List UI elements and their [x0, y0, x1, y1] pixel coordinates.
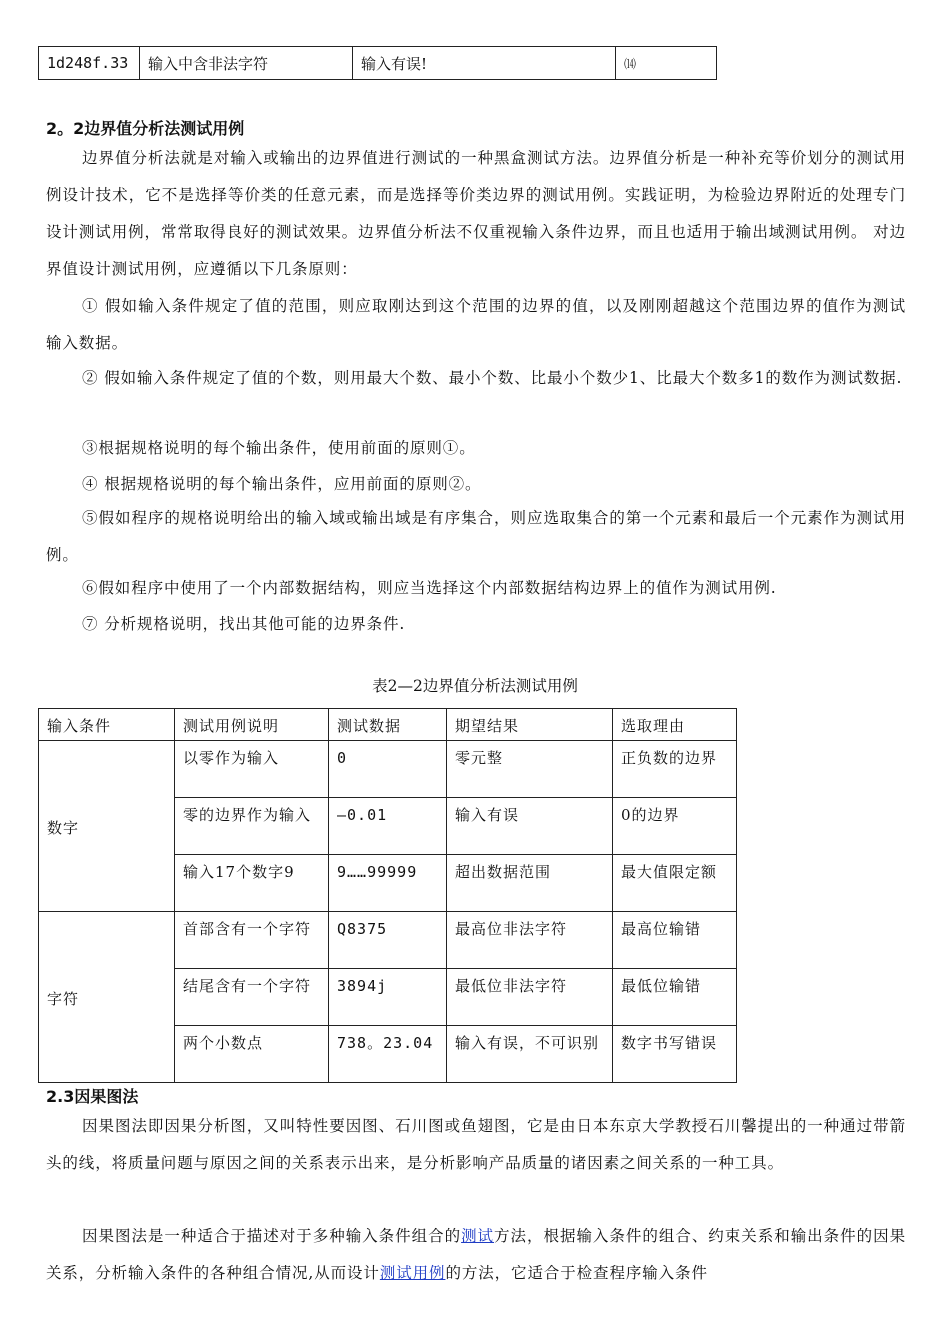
- table-cell: 最高位输错: [613, 912, 737, 969]
- table-cell: 结尾含有一个字符: [175, 969, 329, 1026]
- table-cell: 0: [329, 741, 447, 798]
- table-cell: 1d248f.33: [39, 47, 140, 80]
- section-title-cause-effect: 2.3因果图法: [46, 1087, 139, 1106]
- table-cell: 输入有误: [447, 798, 613, 855]
- table-cell: 最低位非法字符: [447, 969, 613, 1026]
- table-cell: 数字书写错误: [613, 1026, 737, 1083]
- table-cell: 最大值限定额: [613, 855, 737, 912]
- rule-7: ⑦ 分析规格说明，找出其他可能的边界条件.: [82, 615, 406, 633]
- intro-paragraph: 边界值分析法就是对输入或输出的边界值进行测试的一种黑盒测试方法。边界值分析是一种补充等价划分的测试用例设计技术，它不是选择等价类的任意元素，而是选择等价类边界的测试用例。实践证明，为检验边界附近的处理专门设计测试用例，常常取得良好的测试效果。边界值分析法不仅重视输入条件边界，而且也适用于输出域测试用例。 对边界值设计测试用例，应遵循以下几条原则：: [46, 149, 906, 278]
- table-cell: 9……99999: [329, 855, 447, 912]
- table-cell: 两个小数点: [175, 1026, 329, 1083]
- testing-link[interactable]: 测试: [461, 1227, 495, 1245]
- table-cell: 最高位非法字符: [447, 912, 613, 969]
- table-cell: ⒁: [616, 47, 717, 80]
- table-cell: 以零作为输入: [175, 741, 329, 798]
- previous-test-case-table: [38, 46, 717, 80]
- condition-cell: 数字: [39, 741, 175, 912]
- cause-effect-paragraph-1: 因果图法即因果分析图，又叫特性要因图、石川图或鱼翅图，它是由日本东京大学教授石川馨提出的一种通过带箭头的线，将质量问题与原因之间的关系表示出来，是分析影响产品质量的诸因素之间关系的一种工具。: [46, 1117, 906, 1172]
- table-cell: 3894j: [329, 969, 447, 1026]
- table-cell: 零元整: [447, 741, 613, 798]
- table-cell: 首部含有一个字符: [175, 912, 329, 969]
- table-cell: 超出数据范围: [447, 855, 613, 912]
- table-cell: 零的边界作为输入: [175, 798, 329, 855]
- table-cell: 正负数的边界: [613, 741, 737, 798]
- table-cell: Q8375: [329, 912, 447, 969]
- table-row: [39, 912, 737, 969]
- column-header: 输入条件: [39, 709, 175, 741]
- table-caption: 表2—2边界值分析法测试用例: [372, 677, 578, 695]
- column-header: 选取理由: [613, 709, 737, 741]
- rule-4: ④ 根据规格说明的每个输出条件，应用前面的原则②。: [82, 475, 482, 493]
- column-header: 测试用例说明: [175, 709, 329, 741]
- rule-3: ③根据规格说明的每个输出条件，使用前面的原则①。: [82, 439, 476, 457]
- paragraph-text: 的方法，它适合于检查程序输入条件: [445, 1264, 708, 1282]
- table-cell: 输入有误，不可识别: [447, 1026, 613, 1083]
- column-header: 测试数据: [329, 709, 447, 741]
- table-cell: 最低位输错: [613, 969, 737, 1026]
- table-row: [39, 47, 717, 80]
- test-case-link[interactable]: 测试用例: [379, 1264, 446, 1282]
- column-header: 期望结果: [447, 709, 613, 741]
- rule-5: ⑤假如程序的规格说明给出的输入域或输出域是有序集合，则应选取集合的第一个元素和最后一个元素作为测试用例。: [46, 509, 906, 564]
- rule-2: ② 假如输入条件规定了值的个数，则用最大个数、最小个数、比最小个数少1、比最大个数多1的数作为测试数据.: [82, 369, 903, 387]
- table-cell: —0.01: [329, 798, 447, 855]
- paragraph-text: 方法，根据输入条件的组合、约束关系和输出条件的因果关系，分析输入条件的各种组合情况,从而设计: [46, 1227, 906, 1282]
- table-row: [39, 741, 737, 798]
- table-cell: 738。23.04: [329, 1026, 447, 1083]
- table-cell: 输入中含非法字符: [140, 47, 353, 80]
- section-title-boundary: 2。2边界值分析法测试用例: [46, 119, 245, 138]
- paragraph-text: 因果图法是一种适合于描述对于多种输入条件组合的: [82, 1227, 462, 1245]
- table-cell: 输入有误!: [353, 47, 616, 80]
- table-header-row: [39, 709, 737, 741]
- table-cell: 0的边界: [613, 798, 737, 855]
- rule-1: ① 假如输入条件规定了值的范围，则应取刚达到这个范围的边界的值，以及刚刚超越这个范围边界的值作为测试输入数据。: [46, 297, 906, 352]
- boundary-value-table: [38, 708, 737, 1083]
- condition-cell: 字符: [39, 912, 175, 1083]
- table-cell: 输入17个数字9: [175, 855, 329, 912]
- rule-6: ⑥假如程序中使用了一个内部数据结构，则应当选择这个内部数据结构边界上的值作为测试用例.: [82, 579, 777, 597]
- cause-effect-paragraph-2: [46, 1218, 906, 1292]
